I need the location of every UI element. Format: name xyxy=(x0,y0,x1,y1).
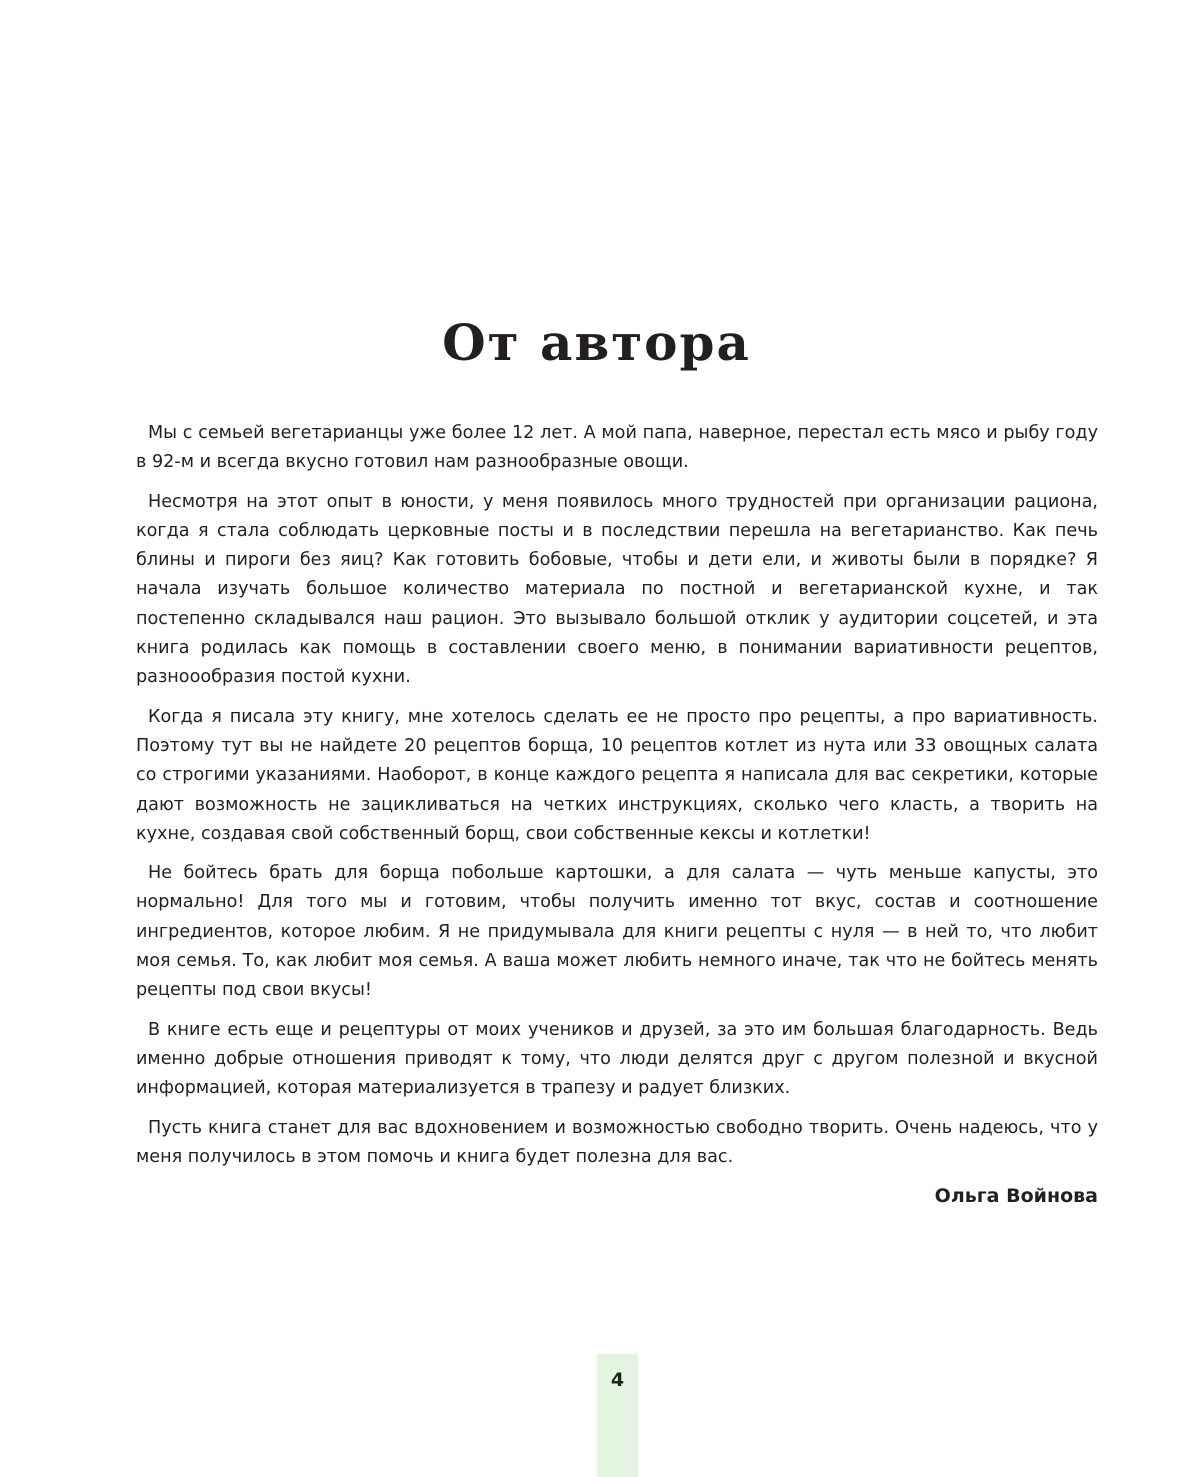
paragraph: Мы с семьей вегетарианцы уже более 12 лет. А мой папа, наверное, перестал есть мясо и рыбу году в 92-м и всегда вкусно готовил нам разнообразные овощи. xyxy=(136,423,1098,473)
paragraph: Когда я писала эту книгу, мне хотелось сделать ее не просто про рецепты, а про вариативность. Поэтому тут вы не найдете 20 рецептов борща, 10 рецептов котлет из нута или 33 овощных салата со строгими указаниями. Наоборот, в конце каждого рецепта я написала для вас секретики, которые дают возможность не зацикливаться на четких инструкциях, сколько чего класть, а творить на кухне, создавая свой собственный борщ, свои собственные кексы и котлетки! xyxy=(136,706,1098,844)
author-signature: Ольга Войнова xyxy=(934,1185,1098,1208)
page-number: 4 xyxy=(610,1369,625,1391)
paragraph: Не бойтесь брать для борща побольше картошки, а для салата — чуть меньше капусты, это нормально! Для того мы и готовим, чтобы получить именно тот вкус, состав и соотношение ингредиентов, которое любим. Я не придумывала для книги рецепты с нуля — в ней то, что любит моя семья. То, как любит моя семья. А ваша может любить немного иначе, так что не бойтесь менять рецепты под свои вкусы! xyxy=(136,863,1098,1001)
paragraph: В книге есть еще и рецептуры от моих учеников и друзей, за это им большая благодарность. Ведь именно добрые отношения приводят к тому, что люди делятся друг с другом полезной и вкусной информацией, которая материализуется в трапезу и радует близких. xyxy=(136,1019,1098,1099)
page-title: От автора xyxy=(442,313,751,372)
author-foreword xyxy=(136,419,1098,1211)
paragraph: Несмотря на этот опыт в юности, у меня появилось много трудностей при организации рациона, когда я стала соблюдать церковные посты и в последствии перешла на вегетарианство. Как печь блины и пироги без яиц? Как готовить бобовые, чтобы и дети ели, и животы были в порядке? Я начала изучать большое количество материала по постной и вегетарианской кухне, и так постепенно складывался наш рацион. Это вызывало большой отклик у аудитории соцсетей, и эта книга родилась как помощь в составлении своего меню, в понимании вариативности рецептов, разноообразия постой кухни. xyxy=(136,491,1098,688)
page-number-tab xyxy=(597,1354,638,1477)
paragraph: Пусть книга станет для вас вдохновением и возможностью свободно творить. Очень надеюсь, что у меня получилось в этом помочь и книга будет полезна для вас. xyxy=(136,1117,1098,1167)
